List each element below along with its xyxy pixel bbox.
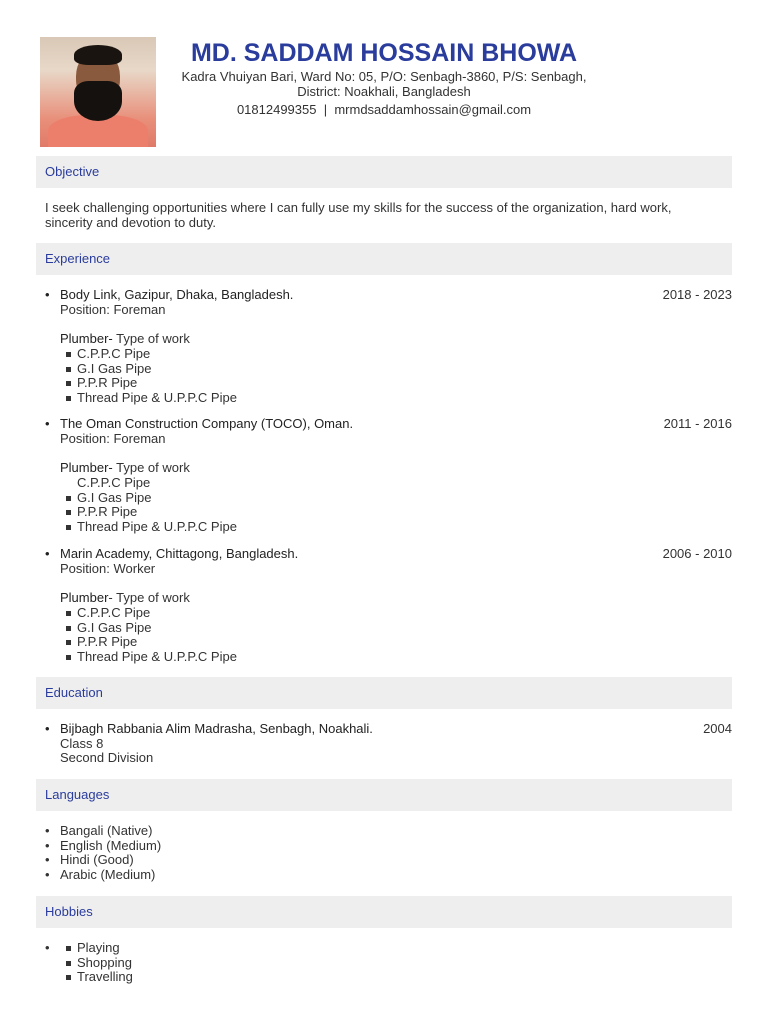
experience-position: Position: Foreman (60, 301, 166, 317)
experience-company: • The Oman Construction Company (TOCO), Oman. (45, 417, 732, 432)
language-item: • Bangali (Native) (45, 824, 161, 839)
experience-entry-1 (45, 288, 732, 406)
education-result: Second Division (60, 750, 154, 766)
work-item: C.P.P.C Pipe (77, 474, 151, 490)
experience-dates: 2018 - 2023 (662, 287, 732, 302)
experience-role-suffix: Type of work (112, 460, 190, 476)
hobby-item (45, 970, 133, 985)
experience-company: • Body Link, Gazipur, Dhaka, Bangladesh. (45, 288, 732, 303)
language-item: • Hindi (Good) (45, 853, 161, 868)
experience-entry-3 (45, 547, 732, 665)
experience-entry-2 (45, 417, 732, 535)
contact-line (160, 102, 608, 117)
work-item: C.P.P.C Pipe (45, 606, 732, 621)
work-item: G.I Gas Pipe (45, 362, 732, 377)
objective-line-2: sincerity and devotion to duty. (45, 214, 217, 230)
hobbies-list (45, 941, 133, 985)
experience-role-line (45, 332, 732, 347)
email-address: mrmdsaddamhossain@gmail.com (334, 102, 532, 117)
section-heading-languages: Languages (36, 779, 732, 811)
hobby-list-bullet: • (45, 940, 50, 955)
experience-role-suffix: Type of work (112, 331, 190, 347)
objective-text (45, 201, 732, 230)
experience-dates: 2011 - 2016 (663, 416, 732, 431)
section-heading-experience: Experience (36, 243, 732, 275)
work-item: P.P.R Pipe (45, 376, 732, 391)
education-entry (45, 722, 732, 766)
address-line-1: Kadra Vhuiyan Bari, Ward No: 05, P/O: Senbagh-3860, P/S: Senbagh, (181, 69, 587, 84)
section-heading-education: Education (36, 677, 732, 709)
education-year: 2004 (703, 721, 732, 736)
education-class: Class 8 (60, 735, 104, 751)
work-item: Thread Pipe & U.P.P.C Pipe (45, 520, 732, 535)
education-institution: • Bijbagh Rabbania Alim Madrasha, Senbagh, Noakhali. (45, 722, 732, 737)
experience-position: Position: Worker (60, 560, 156, 576)
work-item: P.P.R Pipe (45, 635, 732, 650)
work-item: G.I Gas Pipe (45, 621, 732, 636)
section-heading-hobbies: Hobbies (36, 896, 732, 928)
work-item: C.P.P.C Pipe (45, 347, 732, 362)
objective-line-1: I seek challenging opportunities where I can fully use my skills for the success of the organization, hard work, (45, 200, 672, 215)
address-line-2: District: Noakhali, Bangladesh (297, 84, 471, 99)
experience-role-line (45, 461, 732, 476)
work-item: Thread Pipe & U.P.P.C Pipe (45, 650, 732, 665)
languages-list (45, 824, 161, 883)
experience-role: Plumber- (60, 331, 113, 347)
experience-role-line (45, 591, 732, 606)
language-item: • Arabic (Medium) (45, 868, 161, 883)
hobby-item (45, 941, 133, 956)
work-item: P.P.R Pipe (45, 505, 732, 520)
contact-separator: | (323, 102, 328, 117)
experience-role: Plumber (60, 590, 109, 606)
experience-position: Position: Foreman (60, 430, 166, 446)
experience-company: • Marin Academy, Chittagong, Bangladesh. (45, 547, 732, 562)
hobby-item (45, 956, 133, 971)
hobby-label: Shopping (77, 954, 132, 970)
resume-header (160, 38, 608, 117)
experience-role: Plumber- (60, 460, 113, 476)
language-item: • English (Medium) (45, 839, 161, 854)
experience-role-suffix: - Type of work (108, 590, 190, 606)
profile-photo (40, 37, 156, 147)
work-item: G.I Gas Pipe (45, 491, 732, 506)
work-item: Thread Pipe & U.P.P.C Pipe (45, 391, 732, 406)
hobby-label: Playing (77, 940, 120, 955)
experience-dates: 2006 - 2010 (662, 546, 732, 561)
candidate-name: MD. SADDAM HOSSAIN BHOWA (190, 39, 578, 67)
hobby-label: Travelling (77, 969, 133, 985)
phone-number: 01812499355 (236, 102, 317, 117)
section-heading-objective: Objective (36, 156, 732, 188)
